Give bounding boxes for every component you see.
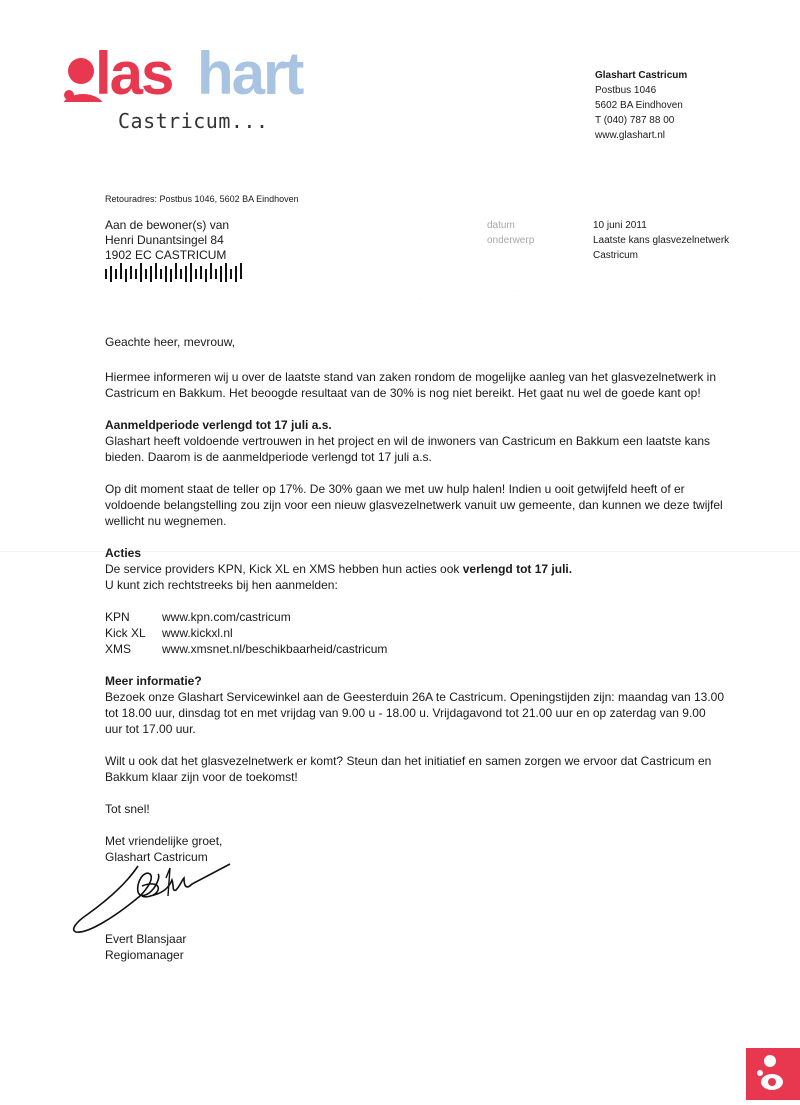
sender-line: 5602 BA Eindhoven xyxy=(595,100,683,111)
section-heading: Aanmeldperiode verlengd tot 17 juli a.s. xyxy=(105,418,332,432)
signer xyxy=(105,931,186,963)
intro-paragraph: Hiermee informeren wij u over de laatste stand van zaken rondom de mogelijke aanleg van het glasvezelnetwerk in Castricum en Bakkum. Het beoogde resultaat van de 30% is nog niet bereikt. Het gaat nu wel de goede kant op! xyxy=(105,370,716,400)
section-paragraph: Bezoek onze Glashart Servicewinkel aan de Geesterduin 26A te Castricum. Openingstijden zijn: maandag van 13.00 tot 18.00 uur, dinsdag tot en met vrijdag van 9.00 u - 18.00 u. Vrijdagavond tot 21.00 uur en op zaterdag van 9.00 uur tot 17.00 uur. xyxy=(105,690,725,736)
salutation: Geachte heer, mevrouw, xyxy=(105,335,236,349)
date-value: 10 juni 2011 xyxy=(593,220,647,231)
handwritten-signature xyxy=(68,856,238,938)
recipient-address xyxy=(105,218,229,263)
recipient-line: Aan de bewoner(s) van xyxy=(105,218,230,232)
logo-subtitle: Castricum... xyxy=(118,109,269,133)
provider-name: Kick XL xyxy=(105,626,146,640)
provider-url: www.kpn.com/castricum xyxy=(162,610,291,624)
letter-meta-values xyxy=(593,218,729,263)
provider-list xyxy=(105,609,725,657)
actions-text-bold: verlengd tot 17 juli. xyxy=(462,562,573,576)
scan-speck: · xyxy=(517,288,519,294)
counter-paragraph: Op dit moment staat de teller op 17%. De 30% gaan we met uw hulp halen! Indien u ooit getwijfeld heeft of er voldoende belangstelling zou zijn voor een nieuw glasvezelnetwerk vanuit uw gemeente, dan kunnen we deze twijfel wellicht nu wegnemen. xyxy=(105,482,723,528)
sender-name: Glashart Castricum xyxy=(595,70,688,81)
sender-line: Postbus 1046 xyxy=(595,85,657,96)
subject-label: onderwerp xyxy=(487,235,535,246)
svg-text:las: las xyxy=(95,40,173,102)
closing-line: Glashart Castricum xyxy=(105,850,208,864)
glashart-logo xyxy=(60,38,330,138)
closing-line: Met vriendelijke groet, xyxy=(105,834,223,848)
section-heading: Acties xyxy=(105,546,142,560)
postal-barcode xyxy=(105,263,245,283)
corner-logo-mark xyxy=(746,1048,800,1100)
section-heading: Meer informatie? xyxy=(105,674,202,688)
actions-text: De service providers KPN, Kick XL en XMS hebben hun acties ook xyxy=(105,562,463,576)
section-paragraph: U kunt zich rechtstreeks bij hen aanmelden: xyxy=(105,578,338,592)
provider-url: www.xmsnet.nl/beschikbaarheid/castricum xyxy=(162,642,388,656)
closing-short: Tot snel! xyxy=(105,802,150,816)
provider-name: XMS xyxy=(105,642,132,656)
provider-name: KPN xyxy=(105,610,130,624)
closing-paragraph: Wilt u ook dat het glasvezelnetwerk er komt? Steun dan het initiatief en samen zorgen we ervoor dat Castricum en Bakkum klaar zijn voor de toekomst! xyxy=(105,754,712,784)
return-address: Retouradres: Postbus 1046, 5602 BA Eindhoven xyxy=(105,194,299,204)
svg-text:hart: hart xyxy=(197,40,303,102)
sender-line: T (040) 787 88 00 xyxy=(595,115,675,126)
section-paragraph xyxy=(105,561,725,577)
date-label: datum xyxy=(487,220,515,231)
recipient-line: Henri Dunantsingel 84 xyxy=(105,233,224,247)
scan-speck: · xyxy=(419,296,421,302)
provider-url: www.kickxl.nl xyxy=(162,626,233,640)
letter-meta-labels xyxy=(487,218,534,248)
subject-value: Laatste kans glasvezelnetwerk xyxy=(593,235,730,246)
letter-body xyxy=(105,334,725,865)
corner-logo-icon xyxy=(746,1048,800,1100)
signer-name: Evert Blansjaar xyxy=(105,932,187,946)
glashart-logo-mark xyxy=(60,38,330,102)
section-paragraph: Glashart heeft voldoende vertrouwen in het project en wil de inwoners van Castricum en Bakkum een laatste kans bieden. Daarom is de aanmeldperiode verlengd tot 17 juli a.s. xyxy=(105,434,710,464)
signer-title: Regiomanager xyxy=(105,948,184,962)
subject-value: Castricum xyxy=(593,250,639,261)
recipient-line: 1902 EC CASTRICUM xyxy=(105,248,227,262)
sender-line: www.glashart.nl xyxy=(595,130,666,141)
sender-address xyxy=(595,68,687,143)
